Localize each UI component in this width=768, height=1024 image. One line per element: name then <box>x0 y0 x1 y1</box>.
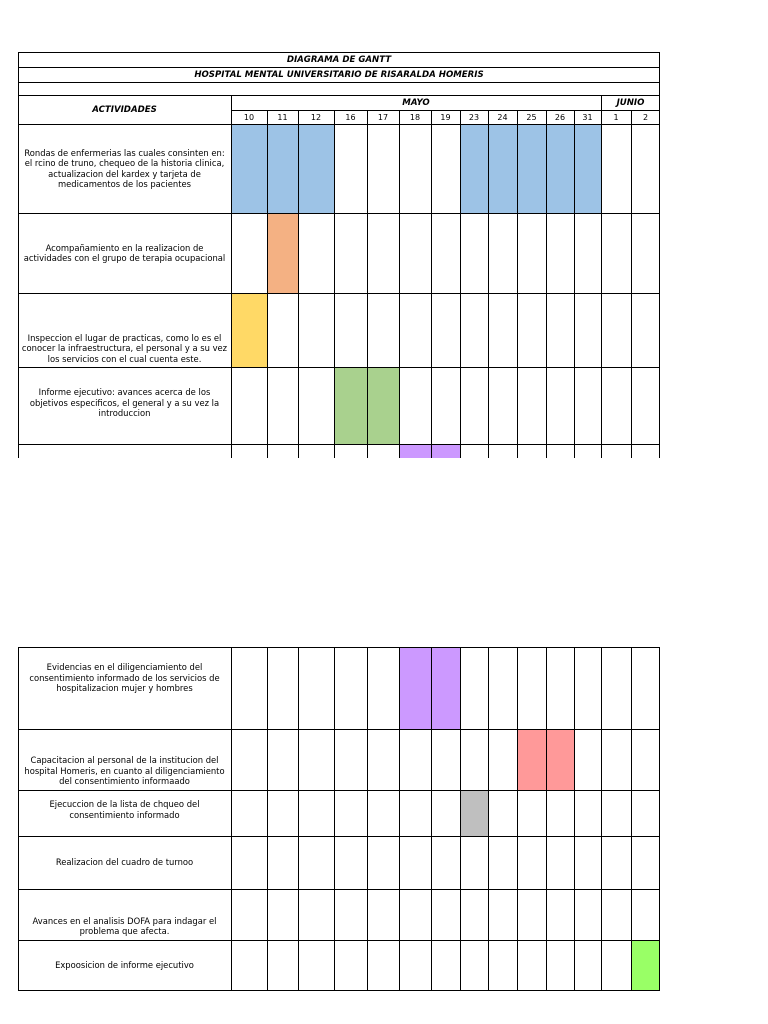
gantt-bar <box>231 124 267 213</box>
gantt-bar <box>267 124 298 213</box>
month-header-junio: JUNIO <box>616 97 645 108</box>
gantt-bar <box>367 367 399 444</box>
day-label: 19 <box>440 112 451 122</box>
activity-label: Expoosicion de informe ejecutivo <box>55 960 194 971</box>
day-label: 24 <box>497 112 508 122</box>
gantt-bar <box>574 124 601 213</box>
gantt-bar <box>334 367 367 444</box>
gantt-bar <box>517 729 546 790</box>
gantt-bar <box>231 293 267 367</box>
gantt-bar <box>546 124 574 213</box>
activity-label: Evidencias en el diligenciamiento del consentimiento informado de los servicios de hospitalizacion mujer y hombres <box>29 662 220 693</box>
day-label: 10 <box>243 112 255 122</box>
day-label: 12 <box>310 112 322 122</box>
activity-label: Inspeccion el lugar de practicas, como lo es el conocer la infraestructura, el personal y a su vez los servicios con el cual cuenta este. <box>21 332 228 364</box>
gantt-bar <box>631 940 660 991</box>
gantt-bar <box>431 444 460 458</box>
activity-label: Ejecuccion de la lista de chqueo del consentimiento informado <box>49 799 200 820</box>
day-label: 2 <box>642 112 649 122</box>
day-label: 11 <box>277 112 288 122</box>
gantt-bar <box>298 124 334 213</box>
day-label: 23 <box>468 112 480 122</box>
chart-title: DIAGRAMA DE GANTT <box>286 54 392 65</box>
activity-label: Rondas de enfermerias las cuales consinten en: el rcino de truno, chequeo de la historia clinica, actualizacion del kardex y tarjeta de medicamentos de los pacientes <box>24 147 225 189</box>
activity-label: Capacitacion al personal de la institucion del hospital Homeris, en cuanto al diligenciamiento del consentimiento informaado <box>24 755 225 787</box>
activities-header: ACTIVIDADES <box>92 104 157 115</box>
gantt-bar <box>399 444 431 458</box>
day-label: 25 <box>526 112 537 122</box>
gantt-bar <box>460 124 488 213</box>
day-label: 26 <box>554 112 566 122</box>
gantt-bar <box>517 124 546 213</box>
activity-label: Realizacion del cuadro de turnoo <box>55 856 194 867</box>
activity-label: Acompañamiento en la realizacion de actividades con el grupo de terapia ocupacional <box>23 242 226 263</box>
gantt-bar <box>488 124 517 213</box>
gantt-bar <box>546 729 574 790</box>
gantt-bar <box>399 647 431 729</box>
gantt-bar <box>431 647 460 729</box>
chart-subtitle: HOSPITAL MENTAL UNIVERSITARIO DE RISARALDA HOMERIS <box>194 69 484 80</box>
gantt-bar <box>267 213 298 293</box>
day-label: 17 <box>377 112 389 122</box>
day-label: 16 <box>345 112 356 122</box>
activity-label: Avances en el analisis DOFA para indagar el problema que afecta. <box>32 915 217 936</box>
gantt-bar <box>460 790 488 836</box>
day-label: 1 <box>613 112 619 122</box>
month-header-mayo: MAYO <box>402 97 430 108</box>
activity-label: Informe ejecutivo: avances acerca de los objetivos especificos, el general y a su vez la introduccion <box>29 387 220 418</box>
day-label: 18 <box>409 112 421 122</box>
day-label: 31 <box>582 112 593 122</box>
